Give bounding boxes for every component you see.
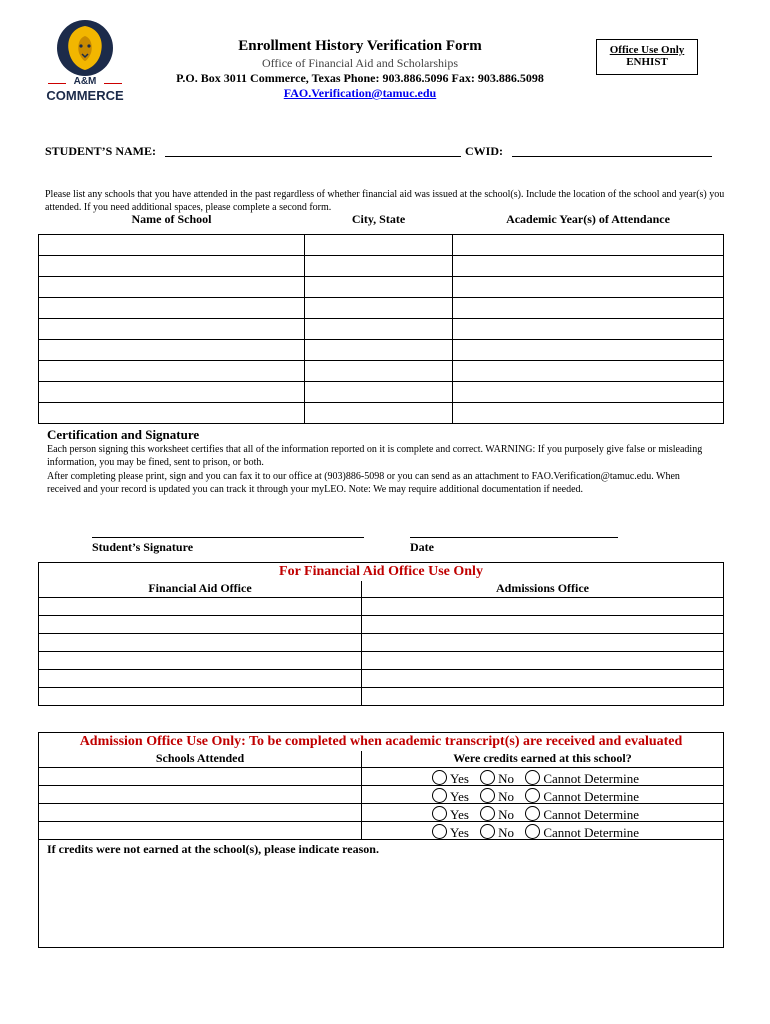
student-name-label: STUDENT’S NAME: — [45, 144, 157, 158]
cwid-field[interactable] — [512, 156, 712, 157]
table-cell[interactable] — [362, 688, 724, 706]
table-cell[interactable] — [453, 318, 724, 339]
table-cell[interactable] — [305, 339, 453, 360]
no-radio[interactable] — [480, 806, 495, 821]
schools-instructions: Please list any schools that you have attended in the past regardless of whether financial aid was issued at the school(s). Include the location of the school and year(s) you attended. If you need additional spaces, please complete a second form. — [45, 189, 725, 213]
table-cell[interactable] — [39, 634, 362, 652]
cannot-determine-radio[interactable] — [525, 806, 540, 821]
certification-title: Certification and Signature — [47, 427, 200, 442]
table-cell[interactable] — [39, 616, 362, 634]
table-cell[interactable] — [453, 297, 724, 318]
credits-options-row-4 — [432, 824, 639, 841]
logo-rule-right — [104, 83, 122, 84]
email-link[interactable]: FAO.Verification@tamuc.edu — [283, 86, 437, 100]
table-cell[interactable] — [39, 339, 305, 360]
yes-label: Yes — [450, 825, 469, 840]
table-cell[interactable] — [39, 652, 362, 670]
logo-rule-left — [48, 83, 66, 84]
cwid-label: CWID: — [465, 144, 503, 158]
schools-table — [38, 212, 724, 424]
table-cell[interactable] — [453, 276, 724, 297]
credits-options-row-2 — [432, 788, 639, 805]
date-label: Date — [410, 540, 434, 554]
table-cell[interactable] — [39, 276, 305, 297]
col-name-of-school: Name of School — [39, 212, 305, 234]
table-cell[interactable] — [453, 255, 724, 276]
fa-office-table — [38, 562, 724, 706]
table-cell[interactable] — [305, 360, 453, 381]
reason-cell[interactable] — [39, 840, 724, 948]
cannot-determine-label: Cannot Determine — [543, 789, 639, 804]
yes-radio[interactable] — [432, 788, 447, 803]
col-city-state: City, State — [305, 212, 453, 234]
table-cell[interactable] — [305, 402, 453, 423]
table-cell[interactable] — [39, 234, 305, 255]
table-cell[interactable] — [453, 381, 724, 402]
student-name-field[interactable] — [165, 156, 461, 157]
table-cell[interactable] — [39, 786, 362, 804]
yes-radio[interactable] — [432, 824, 447, 839]
no-radio[interactable] — [480, 770, 495, 785]
office-use-label: Office Use Only — [609, 44, 685, 56]
logo-text-am: A&M — [73, 76, 97, 87]
table-cell[interactable] — [305, 255, 453, 276]
yes-label: Yes — [450, 771, 469, 786]
form-title: Enrollment History Verification Form — [238, 38, 482, 54]
table-row — [39, 297, 724, 318]
table-cell[interactable] — [362, 616, 724, 634]
table-cell[interactable] — [305, 234, 453, 255]
cannot-determine-label: Cannot Determine — [543, 771, 639, 786]
address-line: P.O. Box 3011 Commerce, Texas Phone: 903.886.5096 Fax: 903.886.5098 — [176, 71, 544, 85]
logo-text-commerce: COMMERCE — [46, 88, 124, 103]
table-row — [39, 670, 724, 688]
table-row — [39, 360, 724, 381]
office-use-code: ENHIST — [626, 56, 668, 68]
table-cell[interactable] — [39, 598, 362, 616]
table-cell[interactable] — [453, 339, 724, 360]
no-label: No — [498, 789, 515, 804]
table-cell[interactable] — [39, 360, 305, 381]
certification-para-2: After completing please print, sign and you can fax it to our office at (903)886-5098 or you can send as an attachment to FAO.Verification@tamuc.edu. When received and your record is updated you can track it through your myLEO. Note: We may require additional documentation if needed. — [47, 471, 680, 495]
table-cell[interactable] — [39, 318, 305, 339]
table-cell[interactable] — [39, 402, 305, 423]
table-cell[interactable] — [39, 670, 362, 688]
table-row — [39, 598, 724, 616]
table-row — [39, 339, 724, 360]
table-cell[interactable] — [39, 768, 362, 786]
table-cell[interactable] — [362, 670, 724, 688]
table-row — [39, 255, 724, 276]
cannot-determine-radio[interactable] — [525, 788, 540, 803]
table-cell[interactable] — [39, 822, 362, 840]
table-cell[interactable] — [362, 634, 724, 652]
table-row — [39, 234, 724, 255]
table-cell[interactable] — [39, 804, 362, 822]
cannot-determine-radio[interactable] — [525, 770, 540, 785]
col-credits-earned: Were credits earned at this school? — [362, 751, 724, 768]
no-radio[interactable] — [480, 788, 495, 803]
table-row — [39, 381, 724, 402]
table-cell[interactable] — [39, 381, 305, 402]
table-cell[interactable] — [305, 381, 453, 402]
yes-radio[interactable] — [432, 770, 447, 785]
table-row — [39, 652, 724, 670]
certification-para-1: Each person signing this worksheet certifies that all of the information reported on it is complete and correct. WARNING: If you purposely give false or misleading information, you may be fined, sent to prison, or both. — [47, 444, 703, 468]
col-financial-aid-office: Financial Aid Office — [39, 581, 362, 598]
table-cell[interactable] — [453, 402, 724, 423]
signature-field[interactable] — [92, 537, 364, 538]
no-label: No — [498, 807, 515, 822]
office-name: Office of Financial Aid and Scholarships — [261, 56, 459, 70]
table-row — [39, 402, 724, 423]
table-row — [39, 634, 724, 652]
col-schools-attended: Schools Attended — [39, 751, 362, 768]
signature-label: Student’s Signature — [92, 540, 194, 554]
table-cell[interactable] — [305, 297, 453, 318]
reason-row — [39, 840, 724, 948]
col-academic-years: Academic Year(s) of Attendance — [453, 212, 724, 234]
table-cell[interactable] — [305, 318, 453, 339]
no-label: No — [498, 825, 515, 840]
credits-options-row-3 — [432, 806, 639, 823]
table-cell[interactable] — [39, 688, 362, 706]
table-cell[interactable] — [362, 598, 724, 616]
table-cell[interactable] — [362, 652, 724, 670]
table-cell[interactable] — [453, 360, 724, 381]
table-row — [39, 318, 724, 339]
table-cell[interactable] — [453, 234, 724, 255]
cannot-determine-label: Cannot Determine — [543, 825, 639, 840]
admission-title: Admission Office Use Only: To be completed when academic transcript(s) are received and evaluated — [39, 733, 724, 751]
col-admissions-office: Admissions Office — [362, 581, 724, 598]
cannot-determine-radio[interactable] — [525, 824, 540, 839]
table-cell[interactable] — [305, 276, 453, 297]
table-row — [39, 688, 724, 706]
office-use-box — [596, 39, 698, 75]
fa-office-title: For Financial Aid Office Use Only — [39, 563, 724, 581]
no-label: No — [498, 771, 515, 786]
cannot-determine-label: Cannot Determine — [543, 807, 639, 822]
yes-label: Yes — [450, 807, 469, 822]
yes-radio[interactable] — [432, 806, 447, 821]
no-radio[interactable] — [480, 824, 495, 839]
table-row — [39, 276, 724, 297]
table-row — [39, 616, 724, 634]
yes-label: Yes — [450, 789, 469, 804]
reason-label: If credits were not earned at the school(s), please indicate reason. — [47, 842, 379, 856]
table-cell[interactable] — [39, 255, 305, 276]
table-cell[interactable] — [39, 297, 305, 318]
credits-options-row-1 — [432, 770, 639, 787]
date-field[interactable] — [410, 537, 618, 538]
